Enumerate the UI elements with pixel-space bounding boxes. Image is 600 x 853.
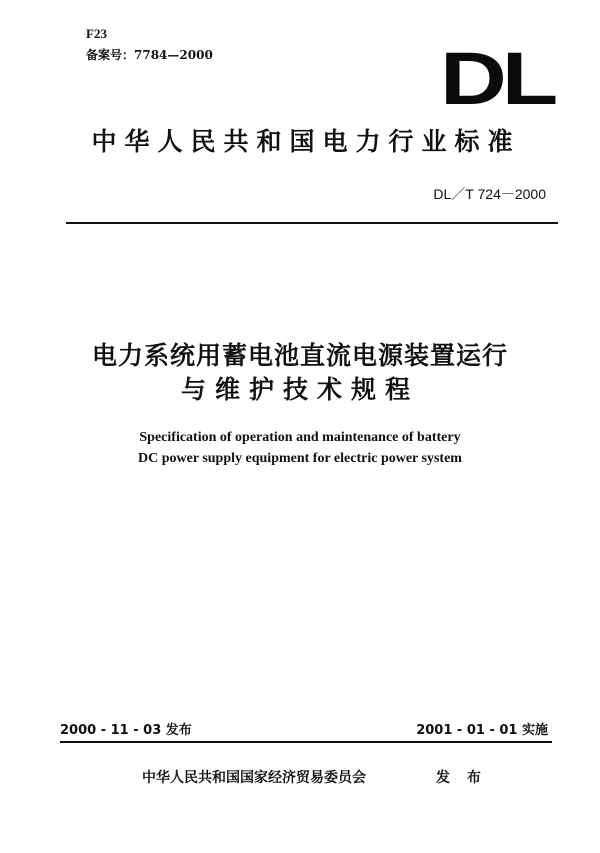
standard-category-title: 中华人民共和国电力行业标准 <box>91 127 521 156</box>
implementation-date: 2001 - 01 - 01 实施 <box>416 723 548 738</box>
document-title-cn-line1: 电力系统用蓄电池直流电源装置运行 <box>91 341 508 370</box>
header-divider <box>66 222 558 224</box>
issue-date: 2000 - 11 - 03 发布 <box>60 723 192 738</box>
document-title-en-line1: Specification of operation and maintenance of battery <box>139 430 461 445</box>
publisher-name: 中华人民共和国国家经济贸易委员会 <box>142 770 366 786</box>
classification-code: F23 <box>86 26 107 41</box>
document-title-en-line2: DC power supply equipment for electric power system <box>138 451 462 466</box>
footer-divider <box>60 741 552 743</box>
publish-label: 发 布 <box>436 770 487 786</box>
record-number: 备案号：7784—2000 <box>86 48 213 62</box>
document-title-cn-line2: 与维护技术规程 <box>180 375 419 404</box>
standard-number: DL／T 724－2000 <box>433 186 546 202</box>
dl-logo: DL <box>440 37 554 120</box>
